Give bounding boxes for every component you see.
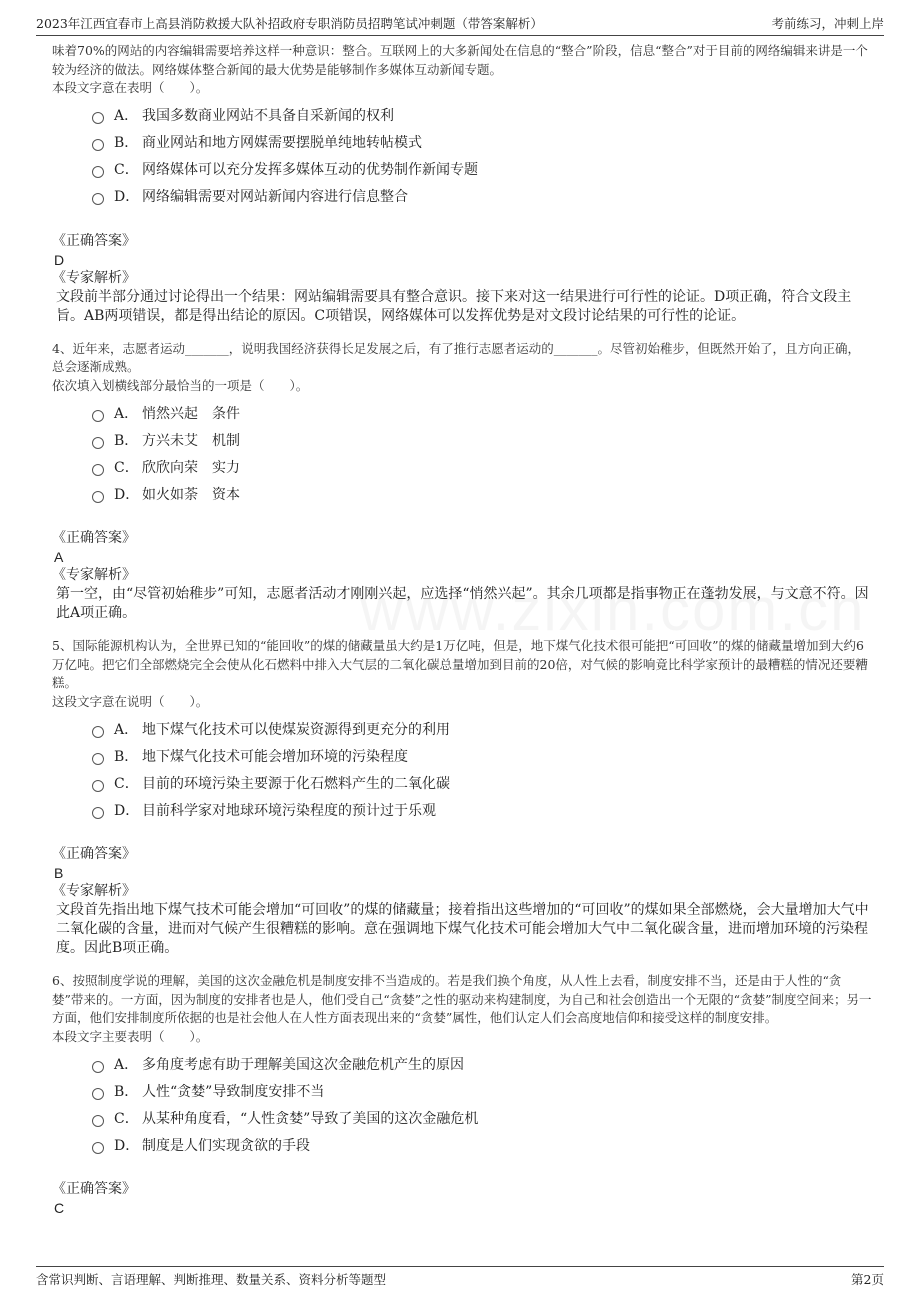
- option-b[interactable]: B． 人性“贪婪”导致制度安排不当: [92, 1077, 872, 1104]
- option-a[interactable]: A． 多角度考虑有助于理解美国这次金融危机产生的原因: [92, 1050, 872, 1077]
- page-content: [52, 42, 872, 1217]
- footer-subjects: 含常识判断、言语理解、判断推理、数量关系、资料分析等题型: [36, 1272, 387, 1287]
- question-prompt: 依次填入划横线部分最恰当的一项是（ ）。: [52, 377, 309, 393]
- radio-icon[interactable]: [92, 807, 104, 819]
- answer-label: 《正确答案》: [52, 232, 136, 249]
- analysis-label: 《专家解析》: [52, 567, 136, 583]
- option-a[interactable]: A． 我国多数商业网站不具备自采新闻的权利: [92, 102, 872, 129]
- option-b[interactable]: B． 方兴未艾 机制: [92, 426, 872, 453]
- options-list: [92, 715, 872, 823]
- question-passage: 6、按照制度学说的理解，美国的这次金融危机是制度安排不当造成的。若是我们换个角度，从人性上去看，制度安排不当，还是由于人性的“贪婪”带来的。一方面，因为制度的安排者也是人，他们受自己“贪婪”之性的驱动来构建制度，为自己和社会创造出一个无限的“贪婪”制度空间来；另一方面，他们安排制度所依据的也是社会他人在人性方面表现出来的“贪婪”属性，他们认定人们会高度地信仰和接受这样的制度安排。: [52, 973, 872, 1025]
- option-c[interactable]: C． 欣欣向荣 实力: [92, 453, 872, 480]
- answer-label: 《正确答案》: [52, 530, 136, 546]
- answer-label: 《正确答案》: [52, 846, 136, 862]
- option-b[interactable]: B． 商业网站和地方网媒需要摆脱单纯地转帖模式: [92, 129, 872, 156]
- radio-icon[interactable]: [92, 780, 104, 792]
- radio-icon[interactable]: [92, 437, 104, 449]
- radio-icon[interactable]: [92, 193, 104, 205]
- radio-icon[interactable]: [92, 1088, 104, 1100]
- option-a[interactable]: A． 地下煤气化技术可以使煤炭资源得到更充分的利用: [92, 715, 872, 742]
- options-list: [92, 399, 872, 507]
- option-d[interactable]: D． 制度是人们实现贪欲的手段: [92, 1131, 872, 1158]
- question-passage: 4、近年来，志愿者运动_______，说明我国经济获得长足发展之后，有了推行志愿者运动的_______。尽管初始稚步，但既然开始了，且方向正确，总会逐渐成熟。: [52, 340, 860, 374]
- radio-icon[interactable]: [92, 464, 104, 476]
- option-d[interactable]: D． 如火如荼 资本: [92, 480, 872, 507]
- radio-icon[interactable]: [92, 1142, 104, 1154]
- analysis-text: 文段首先指出地下煤气技术可能会增加“可回收”的煤的储藏量；接着指出这些增加的“可回收”的煤如果全部燃烧，会大量增加大气中二氧化碳的含量，进而对气候产生很糟糕的影响。意在强调地下煤气化技术可能会增加大气中二氧化碳含量，进而增加环境的污染程度。因此B项正确。: [56, 902, 869, 956]
- radio-icon[interactable]: [92, 726, 104, 738]
- option-d[interactable]: D． 目前科学家对地球环境污染程度的预计过于乐观: [92, 796, 872, 823]
- option-d[interactable]: D． 网络编辑需要对网站新闻内容进行信息整合: [92, 183, 872, 210]
- answer-value: A: [54, 549, 64, 565]
- question-block-5: [52, 637, 872, 958]
- question-block-intro: [52, 42, 872, 326]
- answer-value: D: [54, 251, 65, 268]
- option-b[interactable]: B． 地下煤气化技术可能会增加环境的污染程度: [92, 742, 872, 769]
- option-c[interactable]: C． 从某种角度看，“人性贪婪”导致了美国的这次金融危机: [92, 1104, 872, 1131]
- header-slogan: 考前练习，冲刺上岸: [771, 16, 884, 31]
- options-list: [92, 102, 872, 210]
- question-block-4: [52, 340, 872, 624]
- option-c[interactable]: C． 目前的环境污染主要源于化石燃料产生的二氧化碳: [92, 769, 872, 796]
- document-title: 2023年江西宜春市上高县消防救援大队补招政府专职消防员招聘笔试冲刺题（带答案解析）: [36, 16, 543, 31]
- radio-icon[interactable]: [92, 112, 104, 124]
- question-prompt: 这段文字意在说明（ ）。: [52, 693, 209, 709]
- question-prompt: 本段文字主要表明（ ）。: [52, 1028, 209, 1044]
- question-block-6: [52, 972, 872, 1217]
- radio-icon[interactable]: [92, 1061, 104, 1073]
- radio-icon[interactable]: [92, 166, 104, 178]
- radio-icon[interactable]: [92, 1115, 104, 1127]
- option-a[interactable]: A． 悄然兴起 条件: [92, 399, 872, 426]
- answer-value: B: [54, 865, 64, 881]
- radio-icon[interactable]: [92, 139, 104, 151]
- analysis-text: 第一空，由“尽管初始稚步”可知，志愿者活动才刚刚兴起，应选择“悄然兴起”。其余几项都是指事物正在蓬勃发展，与文意不符。因此A项正确。: [56, 586, 869, 621]
- page-number: 第2页: [851, 1272, 884, 1287]
- analysis-text: 文段前半部分通过讨论得出一个结果：网站编辑需要具有整合意识。接下来对这一结果进行可行性的论证。D项正确，符合文段主旨。AB两项错误，都是得出结论的原因。C项错误，网络媒体可以发挥优势是对文段讨论结果的可行性的论证。: [56, 288, 852, 324]
- question-prompt: 本段文字意在表明（ ）。: [52, 80, 209, 95]
- option-c[interactable]: C． 网络媒体可以充分发挥多媒体互动的优势制作新闻专题: [92, 156, 872, 183]
- analysis-label: 《专家解析》: [52, 883, 136, 899]
- answer-label: 《正确答案》: [52, 1181, 136, 1197]
- question-passage: 味着70%的网站的内容编辑需要培养这样一种意识：整合。互联网上的大多新闻处在信息的“整合”阶段，信息“整合”对于目前的网络编辑来讲是一个较为经济的做法。网络媒体整合新闻的最大优势是能够制作多媒体互动新闻专题。: [52, 43, 868, 77]
- answer-value: C: [54, 1200, 65, 1216]
- page-header: [36, 10, 884, 36]
- radio-icon[interactable]: [92, 410, 104, 422]
- question-passage: 5、国际能源机构认为，全世界已知的“能回收”的煤的储藏量虽大约是1万亿吨，但是，地下煤气化技术很可能把“可回收”的煤的储藏量增加到大约6万亿吨。把它们全部燃烧完全会使从化石燃料中排入大气层的二氧化碳总量增加到目前的20倍，对气候的影响竟比科学家预计的最糟糕的情况还要糟糕。: [52, 638, 868, 690]
- radio-icon[interactable]: [92, 491, 104, 503]
- options-list: [92, 1050, 872, 1158]
- analysis-label: 《专家解析》: [52, 269, 136, 286]
- page-footer: [36, 1266, 884, 1294]
- radio-icon[interactable]: [92, 753, 104, 765]
